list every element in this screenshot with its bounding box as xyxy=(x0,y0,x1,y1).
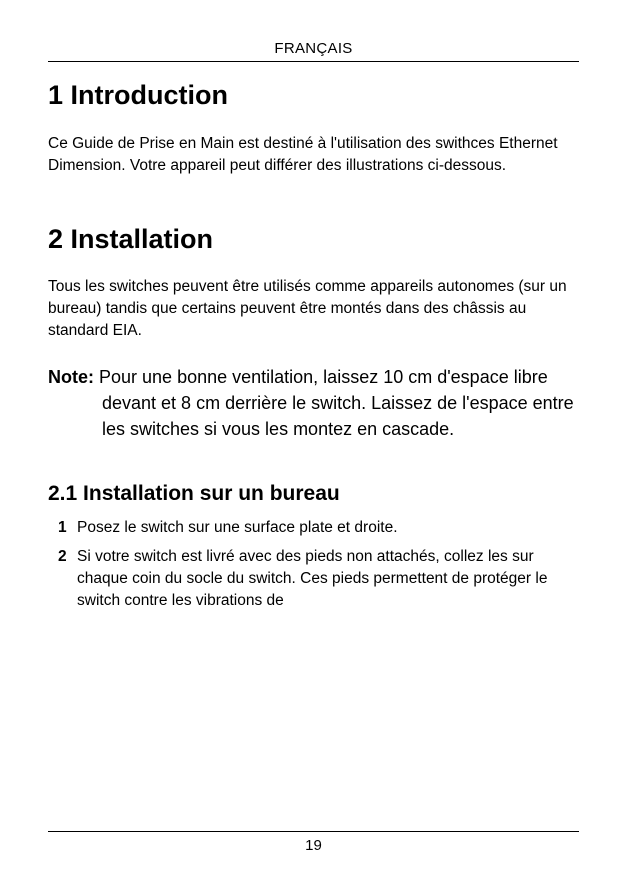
page-header-language: FRANÇAIS xyxy=(48,40,579,62)
section-title-installation: 2 Installation xyxy=(48,224,214,254)
step-number: 1 xyxy=(58,519,67,536)
step-number: 2 xyxy=(58,548,67,565)
step-text: Posez le switch sur une surface plate et droite. xyxy=(77,519,398,536)
step-item xyxy=(48,517,578,539)
page-number: 19 xyxy=(48,831,579,854)
note-label: Note: xyxy=(48,367,94,387)
installation-paragraph: Tous les switches peuvent être utilisés comme appareils autonomes (sur un bureau) tandis que certains peuvent être montés dans des châssis au standard EIA. xyxy=(48,278,567,339)
step-text: Si votre switch est livré avec des pieds non attachés, collez les sur chaque coin du socle du switch. Ces pieds permettent de protéger le switch contre les vibrations de xyxy=(77,548,548,609)
step-item xyxy=(48,546,578,612)
ventilation-note xyxy=(48,364,583,442)
subsection-title-desk-installation: 2.1 Installation sur un bureau xyxy=(48,482,340,505)
note-text: Pour une bonne ventilation, laissez 10 cm d'espace libre devant et 8 cm derrière le switch. Laissez de l'espace entre les switches si vous les montez en cascade. xyxy=(99,367,574,439)
section-title-introduction: 1 Introduction xyxy=(48,80,228,110)
introduction-paragraph: Ce Guide de Prise en Main est destiné à l'utilisation des swithces Ethernet Dimension. Votre appareil peut différer des illustrations ci-dessous. xyxy=(48,135,558,174)
